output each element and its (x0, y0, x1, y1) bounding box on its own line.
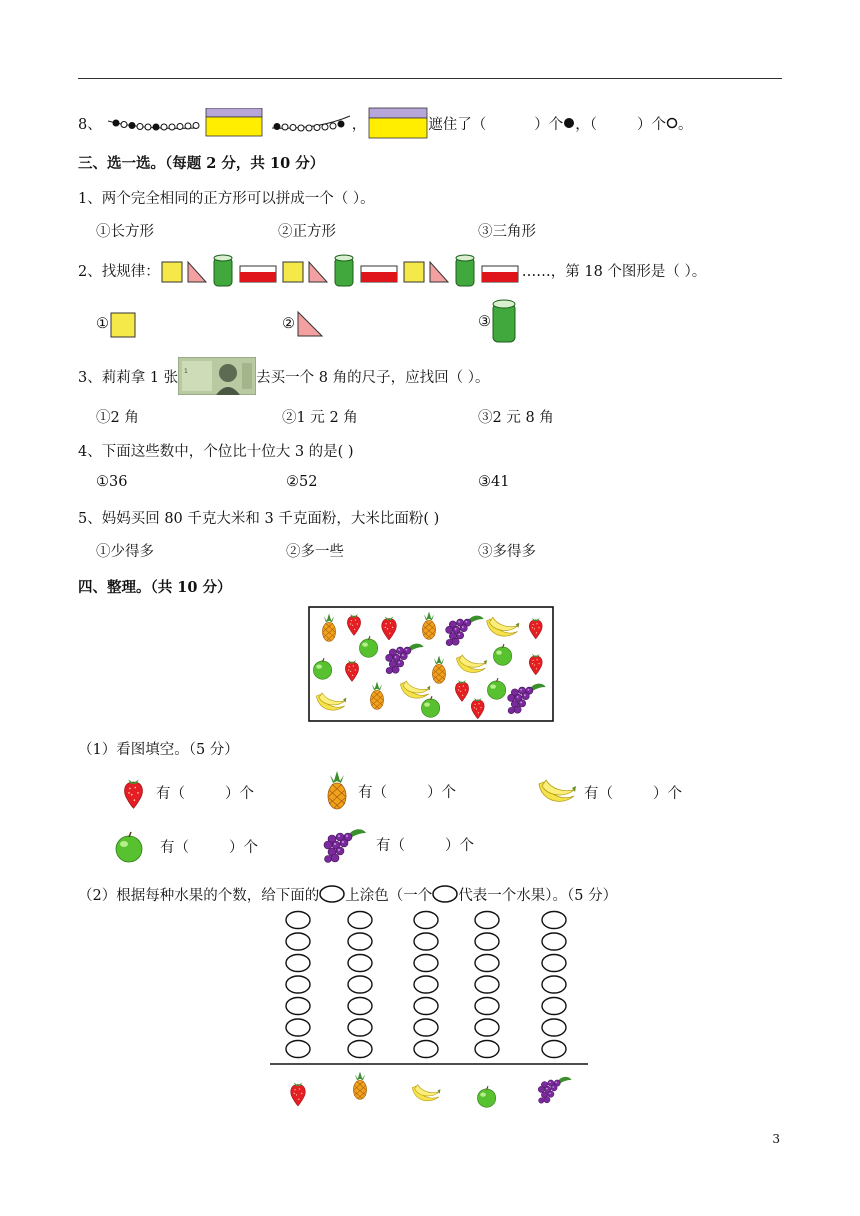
chart-oval[interactable] (542, 912, 566, 929)
pineapple-icon (322, 613, 335, 641)
q1-option-3[interactable]: ③三角形 (478, 224, 536, 240)
has-label: 有（ (156, 785, 185, 802)
q2-option-3[interactable] (478, 298, 517, 346)
chart-oval[interactable] (414, 1019, 438, 1036)
q3-suffix: 去买一个 8 角的尺子，应找回（ ）。 (256, 369, 490, 386)
chart-oval[interactable] (286, 976, 310, 993)
chart-oval[interactable] (286, 912, 310, 929)
part-2-prefix: （2）根据每种水果的个数，给下面的 (78, 887, 320, 904)
q5-text: 5、妈妈买回 80 千克大米和 3 千克面粉，大米比面粉( ) (78, 511, 440, 527)
has-label: 有（ (376, 837, 405, 854)
q2-option-1-label: ① (96, 316, 109, 332)
chart-oval[interactable] (475, 976, 499, 993)
fruit-picture (308, 606, 554, 722)
pattern-shapes-image (160, 252, 522, 288)
banana-label-icon (412, 1085, 440, 1101)
banknote-image (178, 357, 256, 395)
chart-oval[interactable] (475, 1019, 499, 1036)
svg-text:1: 1 (184, 368, 188, 375)
count-grapes (320, 822, 474, 866)
triangle-icon (295, 309, 325, 339)
q4-option-3[interactable]: ③41 (478, 474, 510, 490)
grapes-icon (320, 823, 370, 865)
q8-text-2: ）个 (534, 116, 564, 133)
oval-icon (319, 885, 345, 903)
apple-icon (114, 829, 148, 863)
chart-oval[interactable] (414, 998, 438, 1015)
q2-prefix: 2、找规律： (78, 263, 160, 280)
count-label: ）个 (229, 839, 258, 856)
has-label: 有（ (584, 785, 613, 802)
coloring-chart[interactable] (268, 908, 592, 1114)
chart-oval[interactable] (475, 933, 499, 950)
chart-oval[interactable] (542, 976, 566, 993)
strawberry-icon (120, 774, 150, 810)
question-8 (78, 108, 692, 138)
q2-option-2-label: ② (282, 316, 295, 332)
q8-text-5: 。 (677, 116, 693, 133)
banana-icon (536, 774, 578, 810)
q8-comma: ， (351, 116, 367, 133)
has-label: 有（ (358, 784, 387, 801)
chart-oval[interactable] (348, 933, 372, 950)
q2-option-2[interactable] (282, 306, 325, 342)
chart-oval[interactable] (475, 955, 499, 972)
q8-text-3: ，（ (575, 116, 597, 133)
chart-oval[interactable] (414, 976, 438, 993)
count-label: ）个 (225, 785, 254, 802)
q5-option-1[interactable]: ①少得多 (96, 544, 154, 560)
count-apple (114, 826, 258, 866)
count-label: ）个 (653, 785, 682, 802)
chart-oval[interactable] (542, 1019, 566, 1036)
count-pineapple (322, 768, 456, 814)
question-2 (78, 252, 706, 288)
chart-oval[interactable] (414, 912, 438, 929)
q1-option-1[interactable]: ①长方形 (96, 224, 154, 240)
chart-oval[interactable] (414, 955, 438, 972)
q5-option-3[interactable]: ③多得多 (478, 544, 536, 560)
chart-oval[interactable] (542, 1041, 566, 1058)
q3-option-3[interactable]: ③2 元 8 角 (478, 410, 554, 426)
chart-oval[interactable] (348, 998, 372, 1015)
count-label: ）个 (445, 837, 474, 854)
chart-oval[interactable] (348, 976, 372, 993)
chart-oval[interactable] (542, 955, 566, 972)
q2-option-3-label: ③ (478, 314, 491, 330)
q2-suffix: ……，第 18 个图形是（ ）。 (521, 263, 707, 280)
chart-oval[interactable] (475, 1041, 499, 1058)
q3-option-2[interactable]: ②1 元 2 角 (282, 410, 358, 426)
pineapple-icon (322, 769, 352, 813)
chart-oval[interactable] (542, 998, 566, 1015)
chart-oval[interactable] (348, 912, 372, 929)
bead-string-image (102, 108, 352, 138)
q4-text: 4、下面这些数中，个位比十位大 3 的是( ) (78, 444, 354, 460)
part-1-label: （1）看图填空。（5 分） (78, 742, 239, 758)
q1-text: 1、两个完全相同的正方形可以拼成一个（ ）。 (78, 191, 375, 207)
chart-oval[interactable] (348, 955, 372, 972)
section-3-heading: 三、选一选。（每题 2 分，共 10 分） (78, 155, 325, 172)
cylinder-icon (491, 299, 517, 345)
pineapple-icon (422, 611, 435, 639)
count-label: ）个 (427, 784, 456, 801)
q1-option-2[interactable]: ②正方形 (278, 224, 336, 240)
oval-icon (432, 885, 458, 903)
square-icon (109, 310, 137, 338)
apple-label-icon (477, 1086, 495, 1107)
chart-oval[interactable] (286, 933, 310, 950)
chart-oval[interactable] (286, 955, 310, 972)
q2-option-1[interactable] (96, 306, 137, 342)
chart-oval[interactable] (414, 1041, 438, 1058)
pineapple-icon (432, 655, 445, 683)
chart-oval[interactable] (286, 1041, 310, 1058)
white-bead-icon (666, 117, 678, 129)
black-bead-icon (563, 117, 575, 129)
pineapple-label-icon (353, 1071, 366, 1099)
pineapple-icon (370, 681, 383, 709)
cover-box-image (368, 107, 428, 139)
q8-text-1: 遮住了（ (428, 116, 487, 133)
chart-oval[interactable] (475, 912, 499, 929)
part-2-suffix: 代表一个水果）。（5 分） (458, 887, 618, 904)
count-banana (536, 772, 682, 812)
q3-prefix: 3、莉莉拿 1 张 (78, 369, 179, 386)
q5-option-2[interactable]: ②多一些 (286, 544, 344, 560)
strawberry-label-icon (291, 1082, 305, 1105)
q4-option-1[interactable]: ①36 (96, 474, 128, 490)
chart-oval[interactable] (542, 933, 566, 950)
chart-oval[interactable] (414, 933, 438, 950)
question-3 (78, 356, 489, 396)
q8-text-4: ）个 (636, 116, 666, 133)
chart-oval[interactable] (286, 1019, 310, 1036)
chart-oval[interactable] (348, 1041, 372, 1058)
part-2-label (78, 882, 617, 906)
q8-number: 8、 (78, 116, 102, 133)
grapes-label-icon (538, 1077, 571, 1103)
part-2-middle: 上涂色（一个 (345, 887, 433, 904)
chart-oval[interactable] (348, 1019, 372, 1036)
chart-oval[interactable] (286, 998, 310, 1015)
header-rule (78, 78, 782, 79)
q4-option-2[interactable]: ②52 (286, 474, 318, 490)
has-label: 有（ (160, 839, 189, 856)
chart-oval[interactable] (475, 998, 499, 1015)
section-4-heading: 四、整理。（共 10 分） (78, 579, 232, 596)
count-strawberry (120, 772, 254, 812)
q3-option-1[interactable]: ①2 角 (96, 410, 139, 426)
page-number: 3 (772, 1132, 780, 1146)
